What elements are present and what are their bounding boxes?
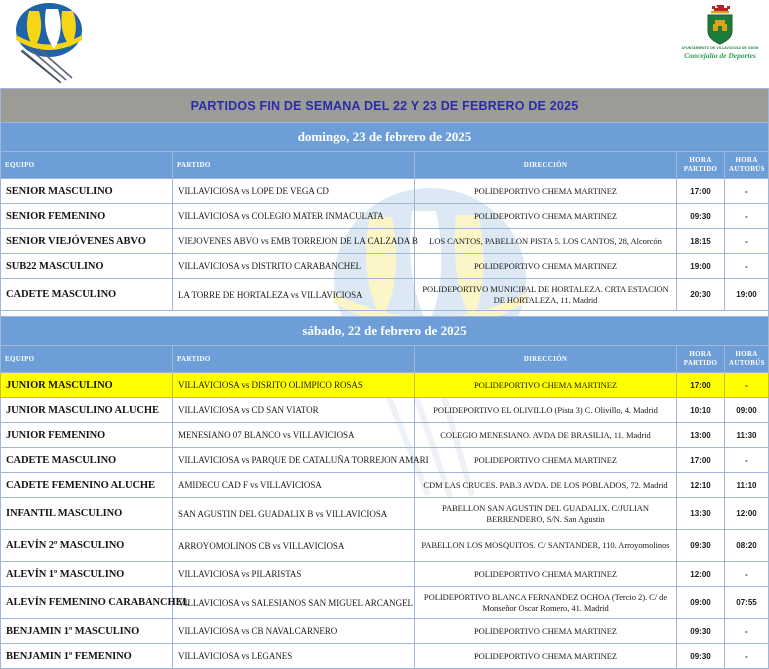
fixture-match-time: 19:00 xyxy=(677,254,725,279)
fixture-match-time: 12:10 xyxy=(677,473,725,498)
fixture-bus-time: 11:10 xyxy=(725,473,769,498)
fixture-match: VILLAVICIOSA vs SALESIANOS SAN MIGUEL ARCANGEL xyxy=(173,587,415,619)
fixture-match: VILLAVICIOSA vs CD SAN VIATOR xyxy=(173,398,415,423)
fixture-bus-time: - xyxy=(725,644,769,669)
fixture-bus-time: - xyxy=(725,229,769,254)
fixture-bus-time: - xyxy=(725,619,769,644)
hora-partido-line2: PARTIDO xyxy=(683,359,718,367)
fixture-address: PABELLON LOS MOSQUITOS. C/ SANTANDER, 110. Arroyomolinos xyxy=(415,530,677,562)
hora-autobus-line1: HORA xyxy=(735,350,758,359)
fixture-address: POLIDEPORTIVO CHEMA MARTINEZ xyxy=(415,562,677,587)
fixtures-sheet xyxy=(0,88,768,669)
column-header-equipo: EQUIPO xyxy=(1,346,173,373)
column-header-equipo: EQUIPO xyxy=(1,152,173,179)
page-title: PARTIDOS FIN DE SEMANA DEL 22 Y 23 DE FEBRERO DE 2025 xyxy=(1,89,769,123)
sports-department-name: Concejalía de Deportes xyxy=(684,50,756,60)
fixture-row xyxy=(1,587,769,619)
fixture-row xyxy=(1,473,769,498)
fixture-address: POLIDEPORTIVO BLANCA FERNANDEZ OCHOA (Tercio 2). C/ de Monseñor Oscar Romero, 41. Madrid xyxy=(415,587,677,619)
fixture-team: BENJAMIN 1º MASCULINO xyxy=(1,619,173,644)
coat-of-arms-icon xyxy=(703,2,737,46)
fixture-bus-time: 09:00 xyxy=(725,398,769,423)
fixture-bus-time: 12:00 xyxy=(725,498,769,530)
column-header-row xyxy=(1,152,769,179)
fixture-row xyxy=(1,423,769,448)
town-hall-name: AYUNTAMIENTO DE VILLAVICIOSA DE ODÓN xyxy=(681,46,759,50)
fixture-bus-time: 08:20 xyxy=(725,530,769,562)
fixture-row xyxy=(1,562,769,587)
fixture-team: CADETE MASCULINO xyxy=(1,279,173,311)
fixture-match-time: 13:00 xyxy=(677,423,725,448)
fixture-row xyxy=(1,398,769,423)
fixture-match: VILLAVICIOSA vs COLEGIO MATER INMACULATA xyxy=(173,204,415,229)
fixture-match-time: 20:30 xyxy=(677,279,725,311)
column-header-row xyxy=(1,346,769,373)
fixture-team: INFANTIL MASCULINO xyxy=(1,498,173,530)
fixture-match-time: 09:30 xyxy=(677,530,725,562)
fixture-match: MENESIANO 07 BLANCO vs VILLAVICIOSA xyxy=(173,423,415,448)
fixture-address: PABELLON SAN AGUSTIN DEL GUADALIX. C/JULIAN BERRENDERO, S/N. San Agustin xyxy=(415,498,677,530)
column-header-hora-partido xyxy=(677,152,725,179)
day-header-row xyxy=(1,317,769,346)
fixture-address: LOS CANTOS, PABELLON PISTA 5. LOS CANTOS, 28, Alcorcón xyxy=(415,229,677,254)
fixture-team: CADETE MASCULINO xyxy=(1,448,173,473)
day-label: sábado, 22 de febrero de 2025 xyxy=(1,317,769,346)
fixture-match: LA TORRE DE HORTALEZA vs VILLAVICIOSA xyxy=(173,279,415,311)
column-header-partido: PARTIDO xyxy=(173,346,415,373)
fixture-match-time: 09:00 xyxy=(677,587,725,619)
column-header-hora-partido xyxy=(677,346,725,373)
fixture-row xyxy=(1,619,769,644)
fixture-address: POLIDEPORTIVO CHEMA MARTINEZ xyxy=(415,204,677,229)
fixture-address: POLIDEPORTIVO CHEMA MARTINEZ xyxy=(415,179,677,204)
fixture-address: POLIDEPORTIVO MUNICIPAL DE HORTALEZA. CRTA ESTACION DE HORTALEZA, 11. Madrid xyxy=(415,279,677,311)
fixture-match-time: 09:30 xyxy=(677,204,725,229)
fixture-row xyxy=(1,373,769,398)
fixture-match-time: 10:10 xyxy=(677,398,725,423)
fixture-bus-time: - xyxy=(725,373,769,398)
fixture-row xyxy=(1,448,769,473)
fixture-match-time: 13:30 xyxy=(677,498,725,530)
hora-autobus-line2: AUTOBÚS xyxy=(729,165,765,173)
fixture-bus-time: - xyxy=(725,448,769,473)
fixture-match: VILLAVICIOSA vs PARQUE DE CATALUÑA TORREJON AMARI xyxy=(173,448,415,473)
hora-partido-line1: HORA xyxy=(689,350,712,359)
column-header-direccion: DIRECCIÓN xyxy=(415,346,677,373)
fixture-team: SENIOR VIEJÓVENES ABVO xyxy=(1,229,173,254)
fixture-bus-time: - xyxy=(725,254,769,279)
fixture-address: POLIDEPORTIVO CHEMA MARTINEZ xyxy=(415,448,677,473)
fixture-match-time: 18:15 xyxy=(677,229,725,254)
fixture-match-time: 17:00 xyxy=(677,373,725,398)
fixtures-table xyxy=(0,88,769,669)
fixture-team: JUNIOR MASCULINO ALUCHE xyxy=(1,398,173,423)
fixture-address: COLEGIO MENESIANO. AVDA DE BRASILIA, 11. Madrid xyxy=(415,423,677,448)
fixture-bus-time: - xyxy=(725,204,769,229)
fixture-address: POLIDEPORTIVO CHEMA MARTINEZ xyxy=(415,619,677,644)
fixture-row xyxy=(1,644,769,669)
header-logo-band xyxy=(0,0,768,88)
fixture-team: CADETE FEMENINO ALUCHE xyxy=(1,473,173,498)
fixture-match: VIEJOVENES ABVO vs EMB TORREJON DE LA CALZADA B xyxy=(173,229,415,254)
fixture-address: POLIDEPORTIVO CHEMA MARTINEZ xyxy=(415,254,677,279)
fixture-address: POLIDEPORTIVO CHEMA MARTINEZ xyxy=(415,644,677,669)
fixture-match: SAN AGUSTIN DEL GUADALIX B vs VILLAVICIOSA xyxy=(173,498,415,530)
fixture-match: AMIDECU CAD F vs VILLAVICIOSA xyxy=(173,473,415,498)
fixture-bus-time: - xyxy=(725,562,769,587)
fixture-row xyxy=(1,530,769,562)
fixture-match: VILLAVICIOSA vs DISTRITO CARABANCHEL xyxy=(173,254,415,279)
fixture-bus-time: 19:00 xyxy=(725,279,769,311)
fixture-address: POLIDEPORTIVO EL OLIVILLO (Pista 3) C. Olivillo, 4. Madrid xyxy=(415,398,677,423)
fixture-match-time: 17:00 xyxy=(677,179,725,204)
fixture-team: BENJAMIN 1º FEMENINO xyxy=(1,644,173,669)
town-hall-logo xyxy=(678,2,762,64)
fixture-bus-time: 07:55 xyxy=(725,587,769,619)
fixture-team: SUB22 MASCULINO xyxy=(1,254,173,279)
title-row xyxy=(1,89,769,123)
volleyball-club-logo xyxy=(4,2,116,86)
fixture-row xyxy=(1,254,769,279)
column-header-partido: PARTIDO xyxy=(173,152,415,179)
fixture-row xyxy=(1,204,769,229)
fixture-team: ALEVÍN 2º MASCULINO xyxy=(1,530,173,562)
fixture-team: SENIOR FEMENINO xyxy=(1,204,173,229)
fixture-match: VILLAVICIOSA vs DISRITO OLIMPICO ROSAS xyxy=(173,373,415,398)
fixture-team: SENIOR MASCULINO xyxy=(1,179,173,204)
fixture-row xyxy=(1,229,769,254)
column-header-hora-autobus xyxy=(725,346,769,373)
fixture-match: VILLAVICIOSA vs LEGANES xyxy=(173,644,415,669)
fixture-match: VILLAVICIOSA vs PILARISTAS xyxy=(173,562,415,587)
fixture-match: VILLAVICIOSA vs LOPE DE VEGA CD xyxy=(173,179,415,204)
fixture-match-time: 17:00 xyxy=(677,448,725,473)
hora-autobus-line2: AUTOBÚS xyxy=(729,359,765,367)
fixture-match: ARROYOMOLINOS CB vs VILLAVICIOSA xyxy=(173,530,415,562)
fixture-match-time: 09:30 xyxy=(677,644,725,669)
hora-partido-line1: HORA xyxy=(689,156,712,165)
fixture-row xyxy=(1,179,769,204)
fixture-match-time: 09:30 xyxy=(677,619,725,644)
fixture-team: JUNIOR MASCULINO xyxy=(1,373,173,398)
fixture-team: JUNIOR FEMENINO xyxy=(1,423,173,448)
day-header-row xyxy=(1,123,769,152)
column-header-hora-autobus xyxy=(725,152,769,179)
fixtures-table-body xyxy=(1,89,769,669)
day-label: domingo, 23 de febrero de 2025 xyxy=(1,123,769,152)
fixture-row xyxy=(1,279,769,311)
hora-autobus-line1: HORA xyxy=(735,156,758,165)
fixture-address: POLIDEPORTIVO CHEMA MARTINEZ xyxy=(415,373,677,398)
hora-partido-line2: PARTIDO xyxy=(683,165,718,173)
fixture-bus-time: 11:30 xyxy=(725,423,769,448)
fixture-team: ALEVÍN 1º MASCULINO xyxy=(1,562,173,587)
fixture-match-time: 12:00 xyxy=(677,562,725,587)
fixture-row xyxy=(1,498,769,530)
fixture-match: VILLAVICIOSA vs CB NAVALCARNERO xyxy=(173,619,415,644)
fixture-team: ALEVÍN FEMENINO CARABANCHEL xyxy=(1,587,173,619)
fixture-bus-time: - xyxy=(725,179,769,204)
column-header-direccion: DIRECCIÓN xyxy=(415,152,677,179)
fixture-address: CDM LAS CRUCES. PAB.3 AVDA. DE LOS POBLADOS, 72. Madrid xyxy=(415,473,677,498)
